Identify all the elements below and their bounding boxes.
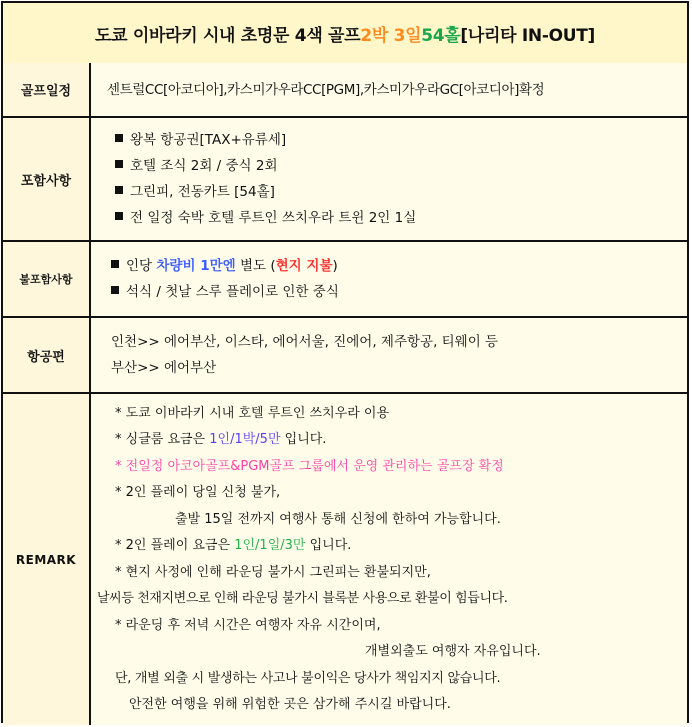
- flights-text: [90, 317, 687, 393]
- excluded-list: [90, 241, 687, 317]
- title-airport: [나리타 IN-OUT]: [460, 25, 596, 46]
- row-excluded: [3, 241, 687, 317]
- remark-text-part: 입니다.: [305, 538, 352, 553]
- label-excluded: 불포함사항: [3, 241, 90, 317]
- square-bullet-icon: [115, 186, 123, 194]
- local-payment: 현지 지불: [275, 258, 333, 274]
- list-item: [111, 253, 687, 279]
- list-item-text: 호텔 조식 2회 / 중식 2회: [130, 158, 278, 174]
- label-included: 포함사항: [3, 117, 90, 241]
- remark-line: [95, 427, 687, 454]
- schedule-text: 센트럴CC[아코디아],카스미가우라CC[PGM],카스미가우라GC[아코디아]확정: [90, 63, 687, 117]
- label-remark: REMARK: [3, 393, 90, 725]
- details-table: [3, 63, 687, 725]
- square-bullet-icon: [111, 260, 119, 268]
- list-item: [115, 179, 687, 205]
- remark-line: * 도쿄 이바라키 시내 호텔 루트인 쓰치우라 이용: [115, 405, 390, 421]
- flight-line-busan: 부산>> 에어부산: [111, 360, 217, 376]
- row-schedule: [3, 63, 687, 117]
- title-holes: 54홀: [421, 25, 461, 46]
- square-bullet-icon: [115, 212, 123, 220]
- excluded-text: 별도 (: [235, 258, 276, 274]
- list-item: [115, 153, 687, 179]
- two-player-fee: 1인/1일/3만: [234, 538, 306, 553]
- remark-text: [90, 393, 687, 725]
- remark-text-part: * 싱글룸 요금은: [115, 432, 210, 447]
- square-bullet-icon: [115, 134, 123, 142]
- square-bullet-icon: [115, 160, 123, 168]
- excluded-text: ): [332, 258, 338, 274]
- flight-line-incheon: 인천>> 에어부산, 이스타, 에어서울, 진에어, 제주항공, 티웨이 등: [111, 334, 499, 350]
- label-flights: 항공편: [3, 317, 90, 393]
- row-included: [3, 117, 687, 241]
- list-item: [115, 127, 687, 153]
- vehicle-fee: 차량비 1만엔: [156, 258, 236, 274]
- remark-line: 날씨등 천재지변으로 인해 라운딩 불가시 블록분 사용으로 환불이 힘듭니다.: [97, 591, 508, 606]
- list-item-text: 전 일정 숙박 호텔 루트인 쓰치우라 트윈 2인 1실: [130, 210, 417, 226]
- product-info-table: [1, 1, 689, 723]
- remark-line: * 현지 사정에 인해 라운딩 불가시 그린피는 환불되지만,: [115, 564, 431, 580]
- remark-line: 개별외출도 여행자 자유입니다.: [365, 644, 541, 659]
- square-bullet-icon: [111, 286, 119, 294]
- included-list: [90, 117, 687, 241]
- remark-line: 안전한 여행을 위해 위험한 곳은 삼가해 주시길 바랍니다.: [129, 697, 451, 712]
- remark-line: * 전일정 아코아골프&PGM골프 그룹에서 운영 관리하는 골프장 확정: [115, 458, 504, 474]
- list-item-text: 석식 / 첫날 스루 플레이로 인한 중식: [126, 284, 339, 300]
- excluded-text: 인당: [126, 258, 157, 274]
- row-remark: [3, 393, 687, 725]
- label-schedule: 골프일정: [3, 63, 90, 117]
- list-item-text: 왕복 항공권[TAX+유류세]: [130, 132, 287, 148]
- list-item: [115, 205, 687, 231]
- list-item-text: 그린피, 전동카트 [54홀]: [130, 184, 275, 200]
- remark-line: * 2인 플레이 당일 신청 불가,: [115, 485, 281, 500]
- page-title: [3, 3, 687, 65]
- title-main: 도쿄 이바라키 시내 초명문 4색 골프: [94, 25, 361, 46]
- single-room-fee: 1인/1박/5만: [209, 432, 281, 447]
- list-item: [111, 279, 687, 305]
- remark-text-part: * 2인 플레이 요금은: [115, 538, 235, 553]
- title-duration: 2박 3일: [360, 25, 422, 46]
- remark-line: [95, 533, 687, 560]
- remark-text-part: 입니다.: [280, 432, 327, 447]
- row-flights: [3, 317, 687, 393]
- remark-line: 출발 15일 전까지 여행사 통해 신청에 한하여 가능합니다.: [175, 511, 501, 527]
- remark-line: * 라운딩 후 저녁 시간은 여행자 자유 시간이며,: [115, 617, 381, 633]
- remark-line: 단, 개별 외출 시 발생하는 사고나 불이익은 당사가 책임지지 않습니다.: [115, 670, 501, 686]
